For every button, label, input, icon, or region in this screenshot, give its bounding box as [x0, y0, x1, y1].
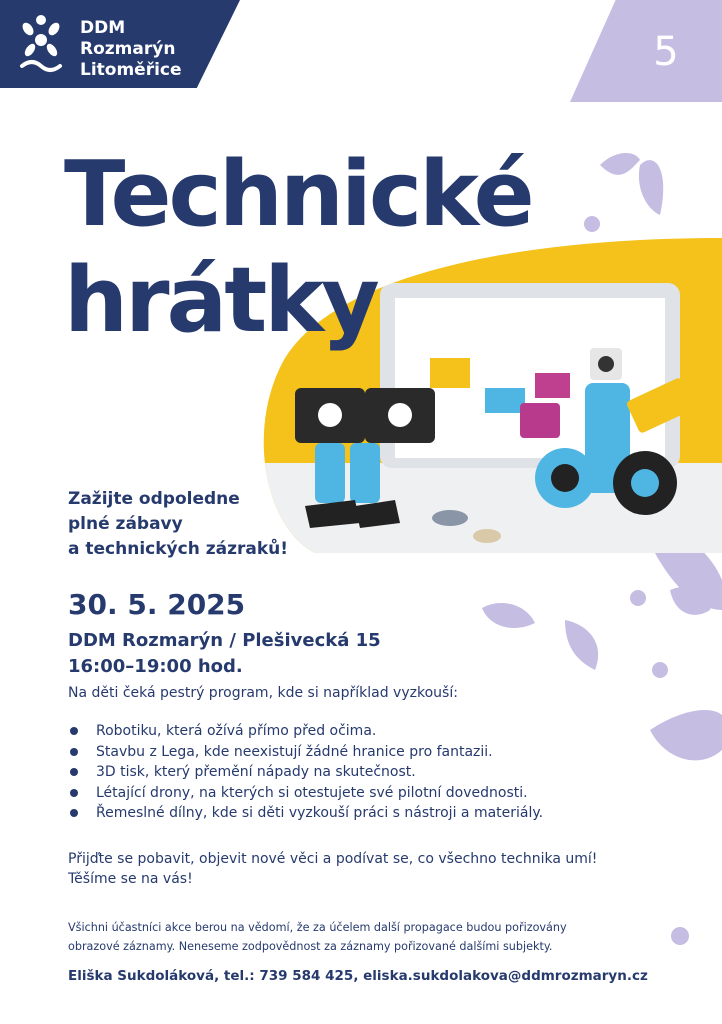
tagline-line: plné zábavy: [68, 514, 183, 534]
list-item: 3D tisk, který přemění nápady na skutečnost.: [68, 762, 543, 783]
program-list: [68, 721, 543, 824]
event-time: 16:00–19:00 hod.: [68, 656, 243, 677]
org-name-line: DDM: [80, 18, 126, 38]
ddm-logo-icon: [18, 14, 64, 76]
leaf-decoration: [480, 598, 550, 658]
event-place: DDM Rozmarýn / Plešivecká 15: [68, 630, 381, 651]
event-date: 30. 5. 2025: [68, 588, 246, 621]
list-item: Stavbu z Lega, kde neexistují žádné hranice pro fantazii.: [68, 742, 543, 763]
program-intro: Na děti čeká pestrý program, kde si například vyzkouší:: [68, 685, 458, 701]
disclaimer: [68, 918, 567, 956]
list-item: Létající drony, na kterých si otestujete své pilotní dovednosti.: [68, 783, 543, 804]
closing-text: [68, 849, 597, 889]
badge-number: 5: [653, 29, 679, 75]
list-item: Robotiku, která ožívá přímo před očima.: [68, 721, 543, 742]
disclaimer-line: obrazové záznamy. Neneseme zodpovědnost za záznamy pořizované dalšími subjekty.: [68, 940, 553, 953]
page-title: [64, 142, 532, 354]
closing-line: Těšíme se na vás!: [68, 871, 193, 887]
org-name-line: Litoměřice: [80, 60, 182, 80]
contact-info: Eliška Sukdoláková, tel.: 739 584 425, eliska.sukdolakova@ddmrozmaryn.cz: [68, 968, 648, 984]
closing-line: Přijďte se pobavit, objevit nové věci a podívat se, co všechno technika umí!: [68, 851, 598, 867]
tagline-line: a technických zázraků!: [68, 539, 288, 559]
org-name: [80, 18, 182, 81]
list-item: Řemeslné dílny, kde si děti vyzkouší práci s nástroji a materiály.: [68, 803, 543, 824]
title-line: hrátky: [64, 248, 377, 353]
org-name-line: Rozmarýn: [80, 39, 176, 59]
disclaimer-line: Všichni účastníci akce berou na vědomí, že za účelem další propagace budou pořizovány: [68, 921, 567, 934]
tagline-line: Zažijte odpoledne: [68, 489, 240, 509]
title-line: Technické: [64, 142, 532, 247]
